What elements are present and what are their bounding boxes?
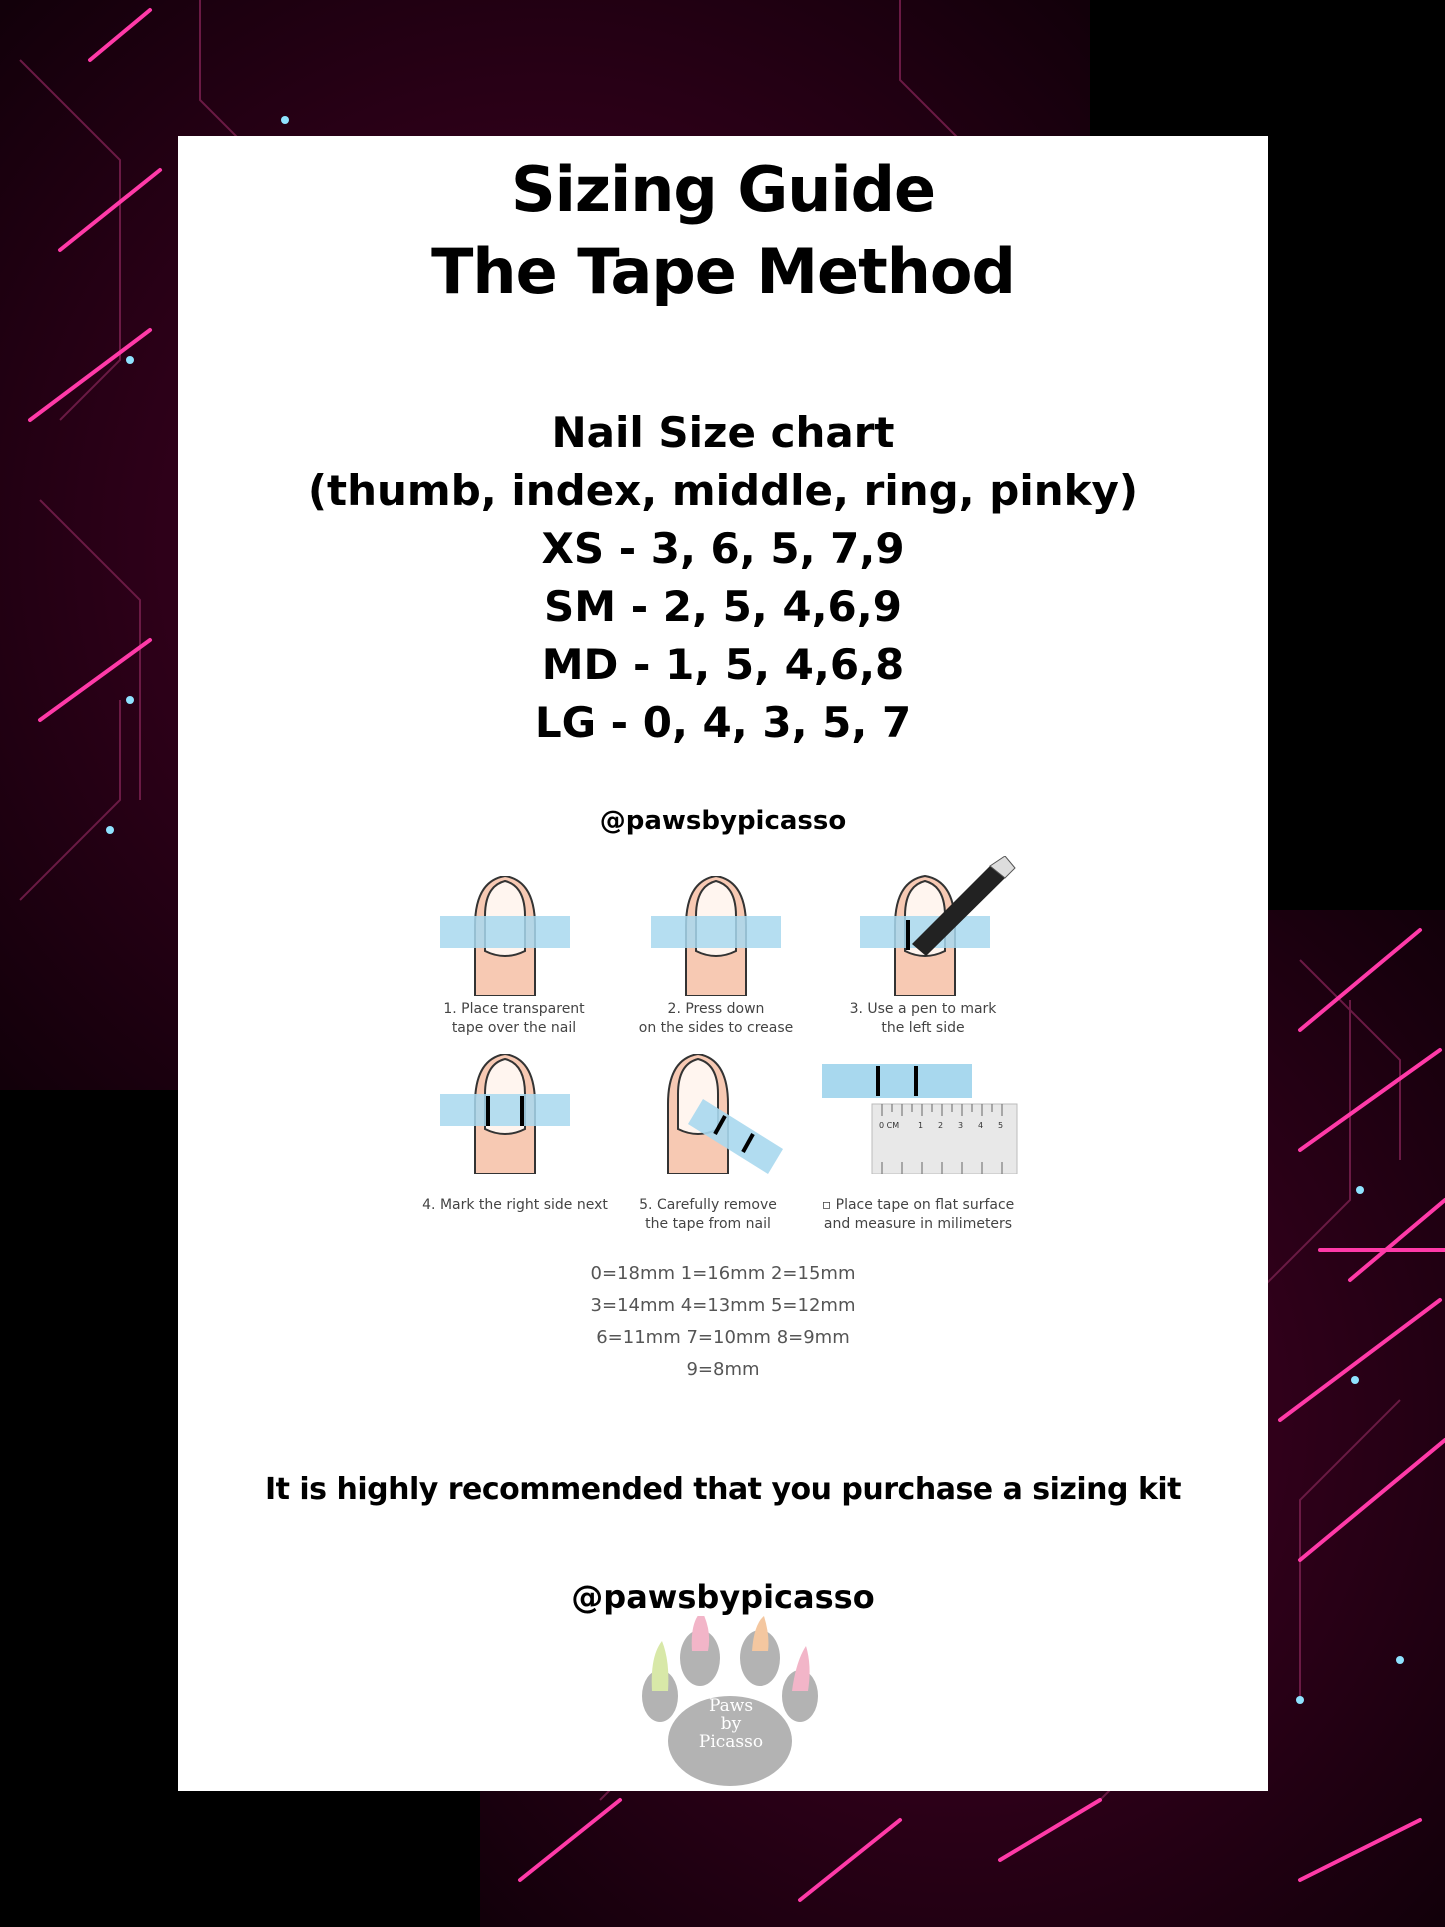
ruler-label-5: 5 [998,1121,1004,1130]
step-4-illustration [440,1054,570,1174]
ruler-label-0: 0 CM [879,1121,900,1130]
mm-line-4: 9=8mm [686,1359,760,1380]
ruler-label-2: 2 [938,1121,944,1130]
logo-line-3: Picasso [698,1732,764,1752]
ruler-label-1: 1 [918,1121,924,1130]
logo-line-2: by [720,1714,742,1734]
step-5-illustration [643,1054,793,1174]
footer-handle: @pawsbypicasso [571,1578,875,1616]
size-row-sm: SM - 2, 5, 4,6,9 [544,582,902,631]
size-row-md: MD - 1, 5, 4,6,8 [541,640,905,689]
mm-line-2: 3=14mm 4=13mm 5=12mm [590,1295,856,1316]
step-5-caption: 5. Carefully remove the tape from nail [639,1197,777,1232]
step-1-caption: 1. Place transparent tape over the nail [443,1001,585,1036]
page-subtitle: The Tape Method [431,235,1015,308]
step-3-caption: 3. Use a pen to mark the left side [849,1001,997,1036]
step-6-illustration [822,1064,1022,1174]
step-4-caption: 4. Mark the right side next [422,1197,608,1213]
size-chart-heading: Nail Size chart [551,408,895,457]
step-6-caption: ▫ Place tape on flat surface and measure in milimeters [821,1197,1015,1232]
size-chart-fingers: (thumb, index, middle, ring, pinky) [307,466,1139,515]
sizing-guide-card [178,136,1268,1791]
instructions-handle: @pawsbypicasso [599,806,847,836]
mm-line-3: 6=11mm 7=10mm 8=9mm [596,1327,850,1348]
size-row-xs: XS - 3, 6, 5, 7,9 [541,524,905,573]
ruler-label-3: 3 [958,1121,964,1130]
ruler-label-4: 4 [978,1121,984,1130]
page-title: Sizing Guide [510,153,936,226]
mm-line-1: 0=18mm 1=16mm 2=15mm [590,1263,856,1284]
step-2-caption: 2. Press down on the sides to crease [638,1001,794,1036]
step-3-illustration [860,856,1020,996]
step-1-illustration [440,876,570,996]
step-2-illustration [651,876,781,996]
sizing-kit-recommendation: It is highly recommended that you purchase a sizing kit [264,1472,1182,1507]
size-row-lg: LG - 0, 4, 3, 5, 7 [534,698,912,747]
logo-line-1: Paws [708,1696,754,1716]
